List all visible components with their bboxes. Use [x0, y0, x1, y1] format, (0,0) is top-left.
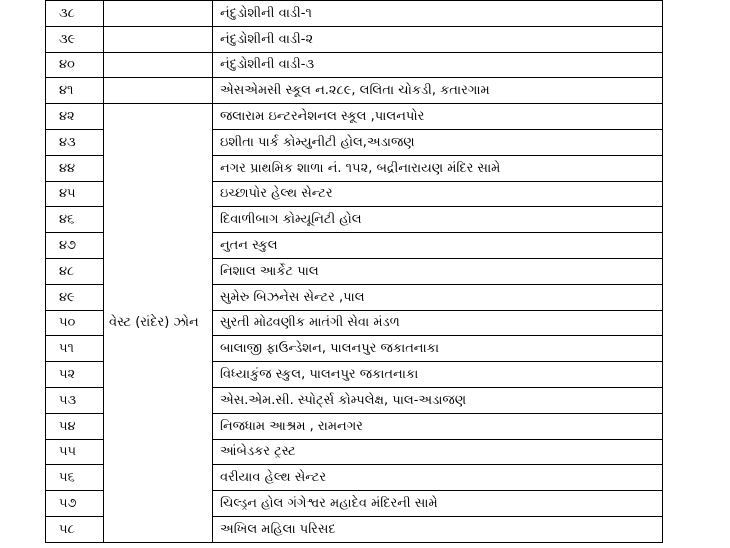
row-number: ૪૪: [46, 155, 104, 181]
zone-label: વેસ્ટ (રાંદેર) ઝોન: [104, 104, 213, 543]
row-number: ૫૬: [46, 465, 104, 491]
row-number: ૪૮: [46, 258, 104, 284]
zone-cell: [104, 26, 213, 52]
place-name: એસએમસી સ્કૂલ ન.૨૮૯, લલિતા ચોકડી, કતારગામ: [213, 78, 663, 104]
zone-cell: [104, 1, 213, 27]
row-number: ૩૯: [46, 26, 104, 52]
place-name: આંબેડકર ટ્રસ્ટ: [213, 439, 663, 465]
row-number: ૫૦: [46, 310, 104, 336]
place-name: સુમેરુ બિઝનેસ સેન્ટર ,પાલ: [213, 284, 663, 310]
row-number: ૪૬: [46, 207, 104, 233]
place-name: વિધ્યાકુંજ સ્કુલ, પાલનપુર જકાતનાકા: [213, 362, 663, 388]
place-name: વરીયાવ હેલ્થ સેન્ટર: [213, 465, 663, 491]
table-row: [46, 1, 663, 27]
place-name: અખિલ મહિલા પરિસદ: [213, 516, 663, 542]
row-number: ૩૮: [46, 1, 104, 27]
table-row: [46, 52, 663, 78]
row-number: ૫૮: [46, 516, 104, 542]
place-name: ચિલ્ડ્રન હોલ ગંગેશ્વર મહાદેવ મંદિરની સામે: [213, 491, 663, 517]
place-name: નગર પ્રાથમિક શાળા નં. ૧૫૨, બદ્રીનારાયણ મંદિર સામે: [213, 155, 663, 181]
zone-cell: [104, 52, 213, 78]
place-name: નંદુડોશીની વાડી-૩: [213, 52, 663, 78]
place-name: નુતન સ્કુલ: [213, 233, 663, 259]
row-number: ૪૭: [46, 233, 104, 259]
row-number: ૪૧: [46, 78, 104, 104]
row-number: ૫૭: [46, 491, 104, 517]
table-row: [46, 26, 663, 52]
place-name: નિજધામ આશ્રમ , રામનગર: [213, 413, 663, 439]
zone-cell: [104, 78, 213, 104]
row-number: ૪૨: [46, 104, 104, 130]
row-number: ૫૧: [46, 336, 104, 362]
table-body: [46, 1, 663, 543]
row-number: ૫૨: [46, 362, 104, 388]
row-number: ૫૫: [46, 439, 104, 465]
place-name: ઇશીતા પાર્ક કોમ્યુનીટી હોલ,અડાજણ: [213, 129, 663, 155]
table-row: [46, 104, 663, 130]
place-name: નિશાલ આર્કેટ પાલ: [213, 258, 663, 284]
place-name: દિવાળીબાગ કોમ્યૂનિટી હોલ: [213, 207, 663, 233]
place-name: નંદુડોશીની વાડી-૧: [213, 1, 663, 27]
place-name: નંદુડોશીની વાડી-૨: [213, 26, 663, 52]
row-number: ૪૩: [46, 129, 104, 155]
row-number: ૪૦: [46, 52, 104, 78]
place-name: બાલાજી ફાઉન્ડેશન, પાલનપુર જકાતનાકા: [213, 336, 663, 362]
place-name: ઇચ્છાપોર હેલ્થ સેન્ટર: [213, 181, 663, 207]
place-name: જલારામ ઇન્ટરનેશનલ સ્કૂલ ,પાલનપોર: [213, 104, 663, 130]
table-row: [46, 78, 663, 104]
row-number: ૪૯: [46, 284, 104, 310]
place-name: સુરતી મોઢવણીક માતંગી સેવા મંડળ: [213, 310, 663, 336]
row-number: ૫૩: [46, 387, 104, 413]
row-number: ૫૪: [46, 413, 104, 439]
place-name: એસ.એમ.સી. સ્પોર્ટ્સ કોમ્પલેક્ષ, પાલ-અડાજણ: [213, 387, 663, 413]
row-number: ૪૫: [46, 181, 104, 207]
center-list-table: [45, 0, 663, 543]
